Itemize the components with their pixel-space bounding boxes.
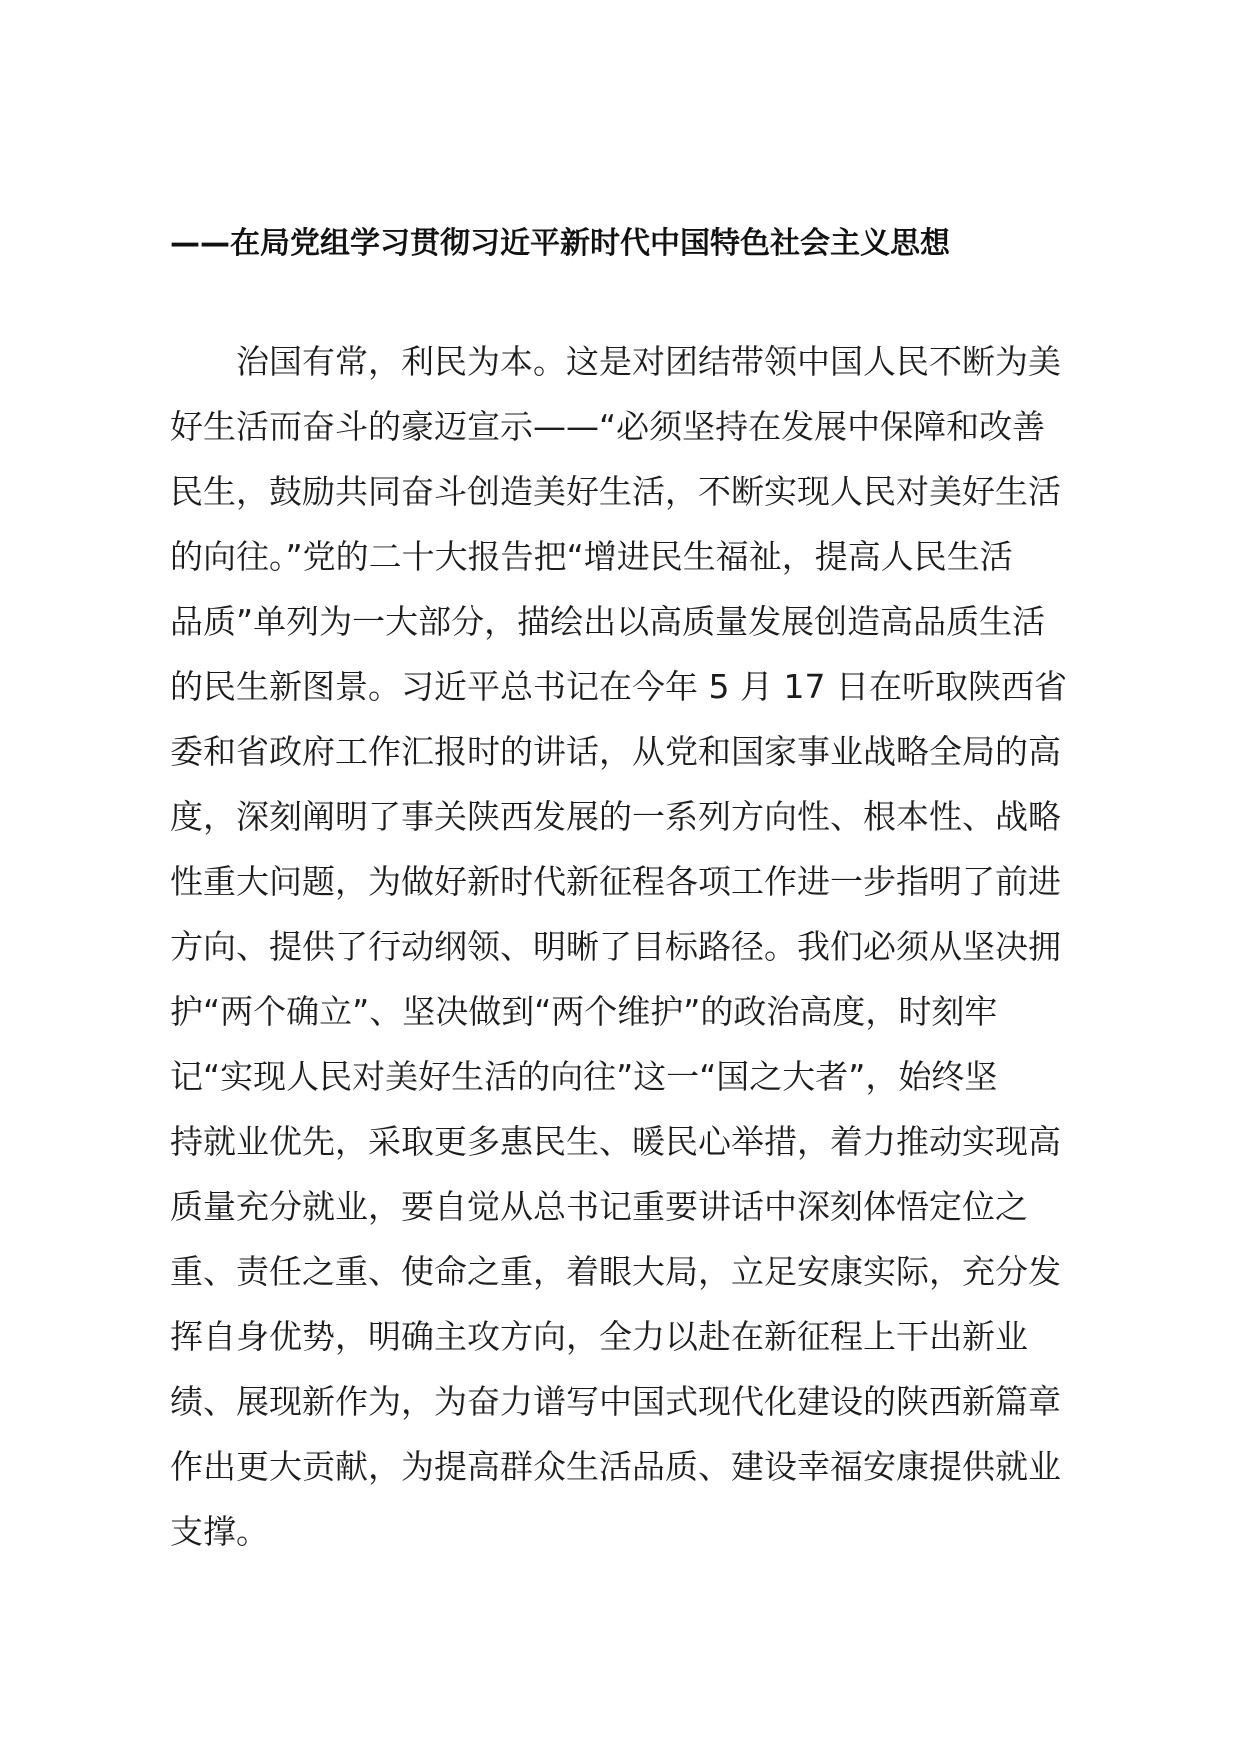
document-subtitle: ——在局党组学习贯彻习近平新时代中国特色社会主义思想 <box>170 226 950 261</box>
paragraph-line: 的向往。”党的二十大报告把“增进民生福祉，提高人民生活 <box>170 537 1013 576</box>
paragraph-line: 好生活而奋斗的豪迈宣示——“必须坚持在发展中保障和改善 <box>170 407 1046 446</box>
paragraph-line: 民生，鼓励共同奋斗创造美好生活，不断实现人民对美好生活 <box>170 472 1061 511</box>
paragraph-line: 绩、展现新作为，为奋力谱写中国式现代化建设的陕西新篇章 <box>170 1382 1061 1421</box>
paragraph-line: 委和省政府工作汇报时的讲话，从党和国家事业战略全局的高 <box>170 732 1061 771</box>
paragraph-line: 护“两个确立”、坚决做到“两个维护”的政治高度，时刻牢 <box>170 992 998 1031</box>
paragraph-line: 质量充分就业，要自觉从总书记重要讲话中深刻体悟定位之 <box>170 1187 1028 1226</box>
paragraph-line: 度，深刻阐明了事关陕西发展的一系列方向性、根本性、战略 <box>170 797 1061 836</box>
paragraph-line: 重、责任之重、使命之重，着眼大局，立足安康实际，充分发 <box>170 1252 1061 1291</box>
paragraph-line: 品质”单列为一大部分，描绘出以高质量发展创造高品质生活 <box>170 602 1046 641</box>
paragraph-line: 支撑。 <box>170 1512 269 1551</box>
paragraph-line: 持就业优先，采取更多惠民生、暖民心举措，着力推动实现高 <box>170 1122 1061 1161</box>
body-paragraph <box>170 340 1090 1575</box>
paragraph-line: 挥自身优势，明确主攻方向，全力以赴在新征程上干出新业 <box>170 1317 1028 1356</box>
paragraph-line: 性重大问题，为做好新时代新征程各项工作进一步指明了前进 <box>170 862 1061 901</box>
paragraph-line: 方向、提供了行动纲领、明晰了目标路径。我们必须从坚决拥 <box>170 927 1061 966</box>
paragraph-line: 作出更大贡献，为提高群众生活品质、建设幸福安康提供就业 <box>170 1447 1061 1486</box>
paragraph-line: 记“实现人民对美好生活的向往”这一“国之大者”，始终坚 <box>170 1057 998 1096</box>
paragraph-line: 的民生新图景。习近平总书记在今年 5 月 17 日在听取陕西省 <box>170 667 1067 706</box>
paragraph-line: 治国有常，利民为本。这是对团结带领中国人民不断为美 <box>236 342 1061 381</box>
